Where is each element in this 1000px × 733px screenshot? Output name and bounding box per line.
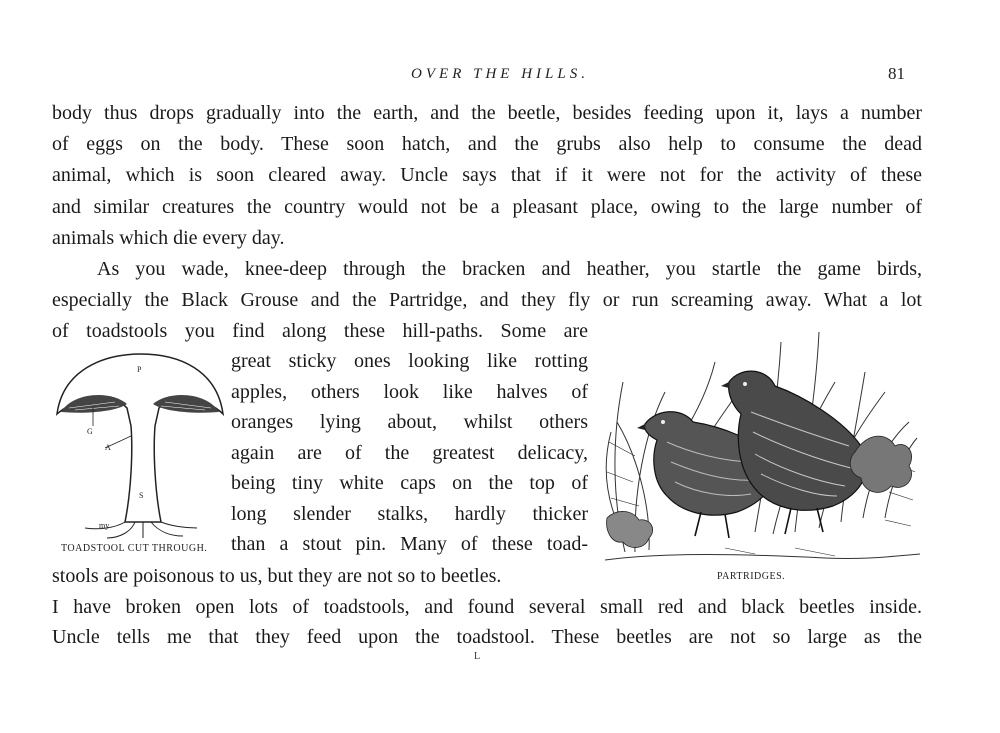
text-line: apples, others look like halves of [231,381,588,403]
label-p: P [137,365,142,374]
toadstool-caption: TOADSTOOL CUT THROUGH. [61,543,208,554]
text-line: and similar creatures the country would not be a pleasant place, owing to the large number of [52,196,922,218]
partridges-caption: PARTRIDGES. [717,571,786,582]
text-line: of eggs on the body. These soon hatch, and the grubs also help to consume the dead [52,133,922,155]
page-number: 81 [888,64,905,83]
text-line: stools are poisonous to us, but they are not so to beetles. [52,565,502,587]
text-line: being tiny white caps on the top of [231,472,588,494]
text-line: animals which die every day. [52,227,285,249]
text-line: animal, which is soon cleared away. Uncle says that if it were not for the activity of these [52,164,922,186]
text-line: again are of the greatest delicacy, [231,442,588,464]
text-line: I have broken open lots of toadstools, and found several small red and black beetles inside. [52,596,922,618]
label-s: S [139,491,144,500]
text-line: great sticky ones looking like rotting [231,350,588,372]
text-line: especially the Black Grouse and the Partridge, and they fly or run screaming away. What a lot [52,289,922,311]
running-title: OVER THE HILLS. [411,66,589,82]
text-line: As you wade, knee-deep through the bracken and heather, you startle the game birds, [97,258,922,280]
partridges-illustration [605,322,920,567]
text-line: long slender stalks, hardly thicker [231,503,588,525]
text-line: than a stout pin. Many of these toad- [231,533,588,555]
signature-mark: L [474,651,481,662]
label-g: G [87,427,93,436]
text-line: body thus drops gradually into the earth, and the beetle, besides feeding upon it, lays a number [52,102,922,124]
label-a: A [105,443,111,452]
text-line: oranges lying about, whilst others [231,411,588,433]
label-my: my [99,521,110,530]
text-line: of toadstools you find along these hill-paths. Some are [52,320,588,342]
toadstool-diagram [55,352,225,540]
text-line: Uncle tells me that they feed upon the toadstool. These beetles are not so large as the [52,626,922,648]
